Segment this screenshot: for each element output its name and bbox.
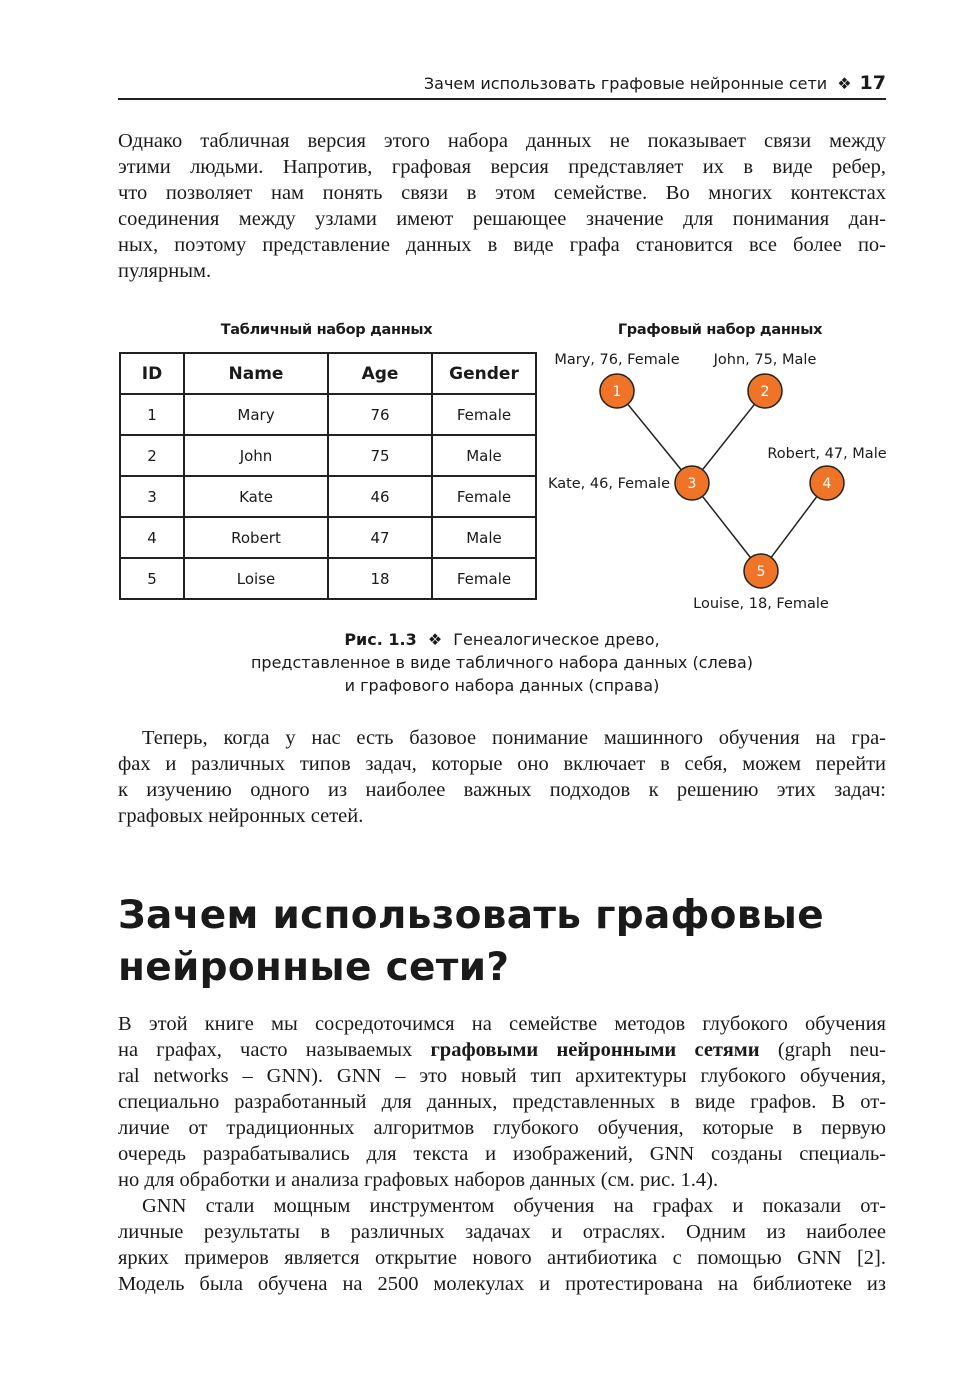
node-label: Louise, 18, Female (693, 596, 829, 612)
table-cell: Kate (184, 476, 328, 517)
table-cell: Male (432, 435, 536, 476)
table-row (120, 394, 536, 435)
node-id: 3 (687, 476, 697, 492)
text-line: GNN стали мощным инструментом обучения на графах и показали от- (142, 1195, 886, 1217)
table-cell: John (184, 435, 328, 476)
table-cell: Robert (184, 517, 328, 558)
table-cell: Mary (184, 394, 328, 435)
table-cell: 2 (120, 435, 184, 476)
column-header: Gender (432, 353, 536, 394)
table-cell: 46 (328, 476, 432, 517)
column-header: ID (120, 353, 184, 394)
table-row (120, 517, 536, 558)
table-cell: 18 (328, 558, 432, 599)
running-header (118, 72, 886, 100)
text-line: ных, поэтому представление данных в виде графа становится все более по- (118, 234, 886, 256)
column-header: Age (328, 353, 432, 394)
paragraph-2 (118, 725, 886, 829)
running-title: Зачем использовать графовые нейронные сети (423, 74, 828, 93)
graph-title: Графовый набор данных (617, 322, 823, 338)
caption-line: Генеалогическое древо, (453, 630, 660, 649)
table-row (120, 476, 536, 517)
node-label: Mary, 76, Female (554, 352, 680, 368)
text-line: В этой книге мы сосредоточимся на семействе методов глубокого обучения (118, 1013, 886, 1035)
text-line: Модель была обучена на 2500 молекулах и протестирована на библиотеке из (118, 1273, 886, 1295)
bold-term: графовыми нейронными сетями (430, 1039, 760, 1061)
column-header: Name (184, 353, 328, 394)
table-cell: 75 (328, 435, 432, 476)
text-line: пулярным. (118, 260, 212, 282)
node-label: Robert, 47, Male (767, 446, 887, 462)
text-line: соединения между узлами имеют решающее значение для понимания дан- (118, 208, 886, 230)
node-id: 1 (612, 384, 622, 400)
text-line: к изучению одного из наиболее важных подходов к решению этих задач: (118, 779, 886, 801)
ornament-icon: ❖ (427, 630, 443, 649)
table-title: Табличный набор данных (220, 322, 433, 338)
table-cell: 1 (120, 394, 184, 435)
paragraph-4 (118, 1193, 886, 1297)
table-cell: 3 (120, 476, 184, 517)
text-line: фах и различных типов задач, которые оно включает в себя, можем перейти (118, 753, 886, 775)
heading-line: Зачем использовать графовые (118, 893, 825, 938)
text: (graph neu- (759, 1039, 886, 1061)
text-line: графовых нейронных сетей. (118, 805, 364, 827)
text-line: ярких примеров является открытие нового антибиотика с помощью GNN [2]. (118, 1247, 886, 1269)
text-line: ral networks – GNN). GNN – это новый тип архитектуры глубокого обучения, (118, 1065, 886, 1087)
heading-line: нейронные сети? (118, 945, 510, 990)
tabular-dataset (119, 352, 537, 600)
text-line: Теперь, когда у нас есть базовое понимание машинного обучения на гра- (142, 727, 886, 749)
table-cell: Female (432, 558, 536, 599)
text-line: но для обработки и анализа графовых наборов данных (см. рис. 1.4). (118, 1169, 719, 1191)
text-line: этими людьми. Напротив, графовая версия представляет их в виде ребер, (118, 156, 886, 178)
node-label: Kate, 46, Female (547, 476, 670, 492)
table-cell: 5 (120, 558, 184, 599)
text: на графах, часто называемых (118, 1039, 431, 1061)
table-cell: 4 (120, 517, 184, 558)
table-cell: Female (432, 476, 536, 517)
node-id: 2 (760, 384, 770, 400)
ornament-icon: ❖ (837, 74, 852, 93)
node-id: 4 (822, 476, 832, 492)
text-line: что позволяет нам понять связи в этом семействе. Во многих контекстах (118, 182, 886, 204)
table-cell: Loise (184, 558, 328, 599)
figure-caption (118, 628, 886, 697)
paragraph-1 (118, 128, 886, 284)
graph-dataset (540, 340, 900, 620)
text-line: очередь разрабатывались для текста и изображений, GNN созданы специаль- (118, 1143, 886, 1165)
caption-line: и графового набора данных (справа) (344, 676, 660, 695)
paragraph-3 (118, 1011, 886, 1193)
page-number: 17 (859, 72, 886, 94)
text-line: личие от традиционных алгоритмов глубокого обучения, которые в первую (118, 1117, 886, 1139)
text-line: личные результаты в различных задачах и отраслях. Одним из наиболее (118, 1221, 886, 1243)
caption-label: Рис. 1.3 (344, 630, 417, 649)
text-line (118, 1037, 886, 1063)
section-heading (118, 890, 824, 994)
table-row (120, 558, 536, 599)
node-label: John, 75, Male (713, 352, 817, 368)
table-cell: 76 (328, 394, 432, 435)
table-cell: 47 (328, 517, 432, 558)
text-line: специально разработанный для данных, представленных в виде графов. В от- (118, 1091, 886, 1113)
table-row (120, 435, 536, 476)
caption-line: представленное в виде табличного набора данных (слева) (250, 653, 754, 672)
table-cell: Male (432, 517, 536, 558)
table-cell: Female (432, 394, 536, 435)
node-id: 5 (756, 564, 766, 580)
text-line: Однако табличная версия этого набора данных не показывает связи между (118, 130, 886, 152)
table-header-row (120, 353, 536, 394)
graph-edge (617, 391, 692, 483)
